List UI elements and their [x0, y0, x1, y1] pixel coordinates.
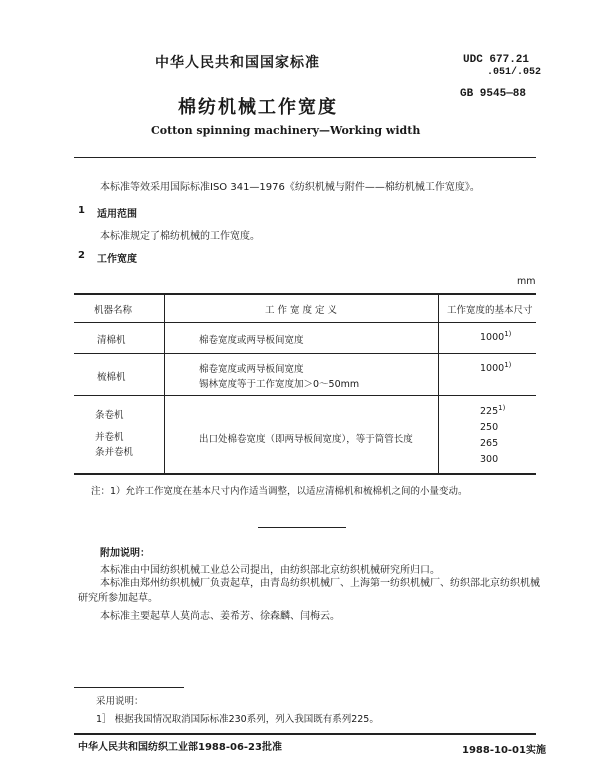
basic-size: 250	[480, 422, 499, 433]
section2-heading: 工作宽度	[97, 254, 137, 265]
additional-paragraph: 本标准由郑州纺织机械厂负责起草，由青岛纺织机械厂、上海第一纺织机械厂、纺织部北京纺织机械研究所参加起草。	[78, 578, 540, 604]
section-divider	[258, 527, 346, 528]
additional-paragraph: 本标准由中国纺织机械工业总公司提出，由纺织部北京纺织机械研究所归口。	[100, 565, 440, 576]
table-unit: mm	[517, 276, 536, 287]
footer-divider	[74, 733, 536, 735]
header-divider	[74, 157, 536, 158]
title-english: Cotton spinning machinery—Working width	[151, 124, 421, 137]
section1-text: 本标准规定了棉纺机械的工作宽度。	[100, 231, 260, 242]
footnote-divider	[74, 687, 184, 688]
national-standard-heading: 中华人民共和国国家标准	[155, 55, 320, 71]
implementation-date: 1988-10-01实施	[462, 745, 546, 756]
section2-number: 2	[78, 250, 85, 261]
table-header-size: 工作宽度的基本尺寸	[447, 305, 533, 316]
udc-code-line1: UDC 677.21	[463, 54, 530, 66]
gb-standard-number: GB 9545—88	[460, 88, 527, 100]
width-definition: 出口处棉卷宽度（即两导板间宽度），等于筒管长度	[199, 434, 413, 445]
udc-code-line2: .051/.052	[487, 67, 542, 78]
machine-name: 条卷机	[95, 410, 124, 421]
basic-size: 225$^{1)}$	[480, 404, 506, 418]
intro-paragraph: 本标准等效采用国际标准ISO 341—1976《纺织机械与附件——棉纺机械工作宽度》。	[100, 182, 480, 193]
basic-size: 300	[480, 454, 499, 465]
width-definition: 锡林宽度等于工作宽度加＞0～50mm	[199, 379, 360, 390]
additional-paragraph: 本标准主要起草人莫尚志、姜希芳、徐森麟、闫梅云。	[100, 611, 340, 622]
title-chinese: 棉纺机械工作宽度	[178, 97, 338, 118]
table-header-definition: 工 作 宽 度 定 义	[264, 305, 338, 316]
table-note: 注：1）允许工作宽度在基本尺寸内作适当调整，以适应清棉机和梳棉机之间的小量变动。	[91, 486, 468, 497]
machine-name: 梳棉机	[97, 372, 126, 383]
machine-name: 清棉机	[97, 335, 126, 346]
section1-number: 1	[78, 205, 85, 216]
basic-size: 1000$^{1)}$	[480, 330, 512, 344]
additional-notes-heading: 附加说明：	[100, 548, 150, 559]
basic-size: 1000$^{1)}$	[480, 361, 512, 375]
footnote-label: 采用说明：	[96, 696, 144, 707]
machine-name: 并卷机	[95, 432, 124, 443]
machine-name: 条并卷机	[95, 447, 134, 458]
table-header-machine: 机器名称	[94, 305, 133, 316]
section1-heading: 适用范围	[97, 209, 137, 220]
approval-line: 中华人民共和国纺织工业部1988-06-23批准	[78, 742, 282, 753]
width-definition: 棉卷宽度或两导板间宽度	[199, 364, 304, 375]
width-definition: 棉卷宽度或两导板间宽度	[199, 335, 304, 346]
basic-size: 265	[480, 438, 499, 449]
footnote-text: 1］ 根据我国情况取消国际标准230系列，列入我国既有系列225。	[96, 714, 379, 725]
